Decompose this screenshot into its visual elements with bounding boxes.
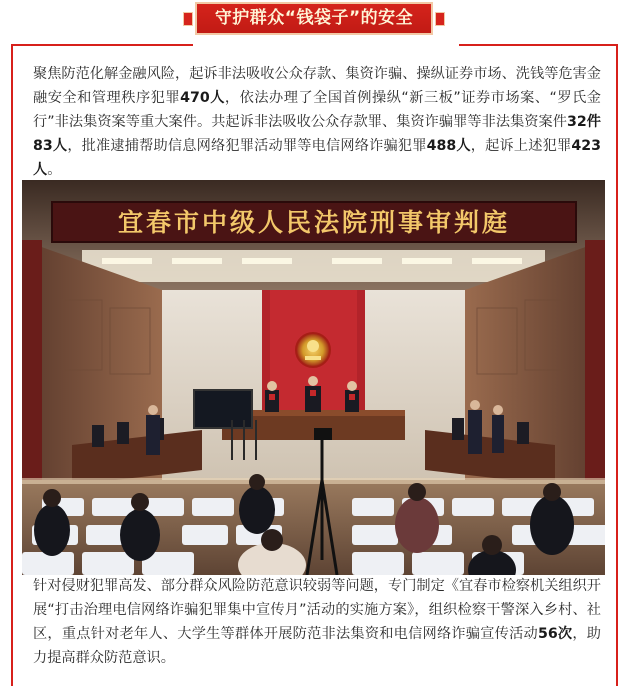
- paragraph-financial-crimes: [33, 62, 601, 182]
- para1-number-3: 488人: [426, 138, 471, 154]
- para1-text-5: 。: [47, 162, 62, 178]
- para1-number-1: 470人: [180, 90, 225, 106]
- para2-number-1: 56次: [537, 626, 573, 642]
- para1-number-4: 423人: [33, 138, 601, 178]
- para1-text-4: ，起诉上述犯罪: [470, 138, 572, 154]
- courtroom-photo: [22, 180, 605, 575]
- frame-gap: [193, 43, 459, 47]
- paragraph-awareness-campaign: [33, 574, 601, 670]
- banner-left-ornament: [183, 12, 193, 26]
- section-banner: [0, 0, 627, 44]
- section-title: 守护群众“钱袋子”的安全: [195, 2, 433, 35]
- banner-right-ornament: [435, 12, 445, 26]
- court-sign-text: 宜春市中级人民法院刑事审判庭: [117, 208, 511, 237]
- para2-text-2: ，助力提高群众防范意识。: [33, 626, 601, 666]
- para1-text-3: ，批准逮捕帮助信息网络犯罪活动罪等电信网络诈骗犯罪: [67, 138, 427, 154]
- para1-text-1: 聚焦防范化解金融风险，起诉非法吸收公众存款、集资诈骗、操纵证券市场、洗钱等危害金融安全和管理秩序犯罪: [33, 66, 601, 106]
- courtroom-illustration: [22, 180, 605, 575]
- para2-text-1: 针对侵财犯罪高发、部分群众风险防范意识较弱等问题，专门制定《宜春市检察机关组织开展“打击治理电信网络诈骗犯罪集中宣传月”活动的实施方案》，组织检察干警深入乡村、社区，重点针对老年人、大学生等群体开展防范非法集资和电信网络诈骗宣传活动: [33, 578, 601, 642]
- para1-text-2: ，依法办理了全国首例操纵“新三板”证券市场案、“罗氏金行”非法集资案等重大案件。共起诉非法吸收公众存款罪、集资诈骗罪等非法集资案件: [33, 90, 601, 130]
- para1-number-2: 32件83人: [33, 114, 601, 154]
